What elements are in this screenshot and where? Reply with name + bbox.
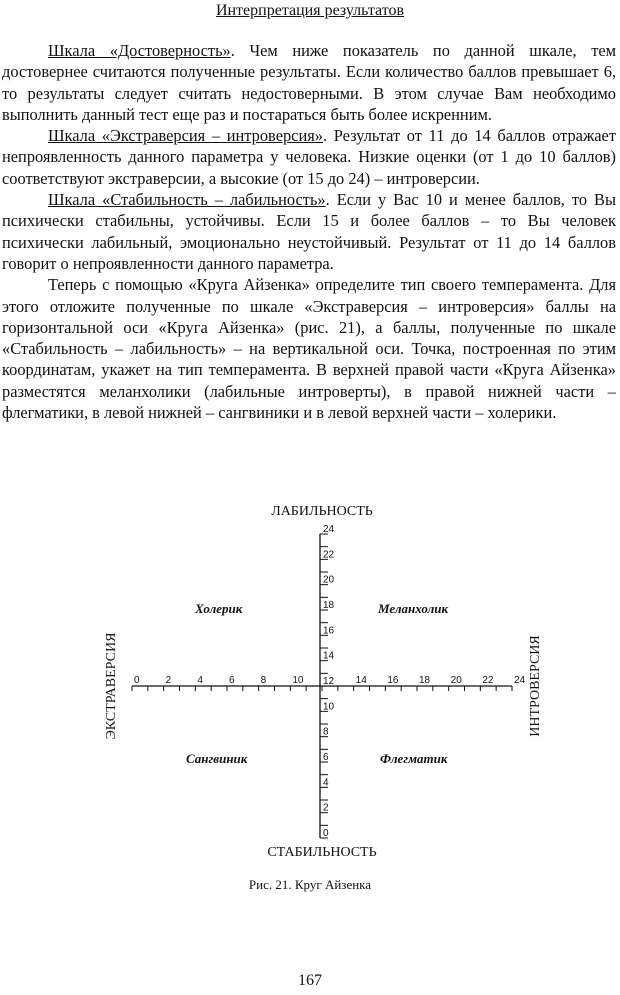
- vertical-tick-label: 22: [323, 549, 335, 561]
- horizontal-tick-label: 24: [514, 675, 526, 686]
- vertical-tick-label: 8: [323, 726, 329, 738]
- vertical-tick-label: 20: [323, 574, 335, 586]
- vertical-tick-label: 16: [323, 625, 335, 637]
- vertical-tick-label: 2: [323, 802, 329, 814]
- paragraph-text: . Если у Вас 10 и менее баллов, то Вы психически стабильны, устойчивы. Если 15 и более баллов – то Вы человек психически лабильный, эмоционально неустойчивый. Результат от 11 до 14 баллов говорит о непроявленности данного параметра.: [2, 190, 616, 273]
- horizontal-tick-label: 22: [482, 675, 494, 686]
- quadrant-choleric: Холерик: [195, 601, 243, 616]
- horizontal-tick-label: 0: [134, 675, 140, 686]
- quadrant-sanguine: Сангвиник: [186, 751, 248, 766]
- quadrant-phlegmatic: Флегматик: [380, 751, 448, 766]
- vertical-tick-label: 14: [323, 650, 335, 662]
- paragraph-text: . Чем ниже показатель по данной шкале, тем достовернее считаются полученные результаты. Если количество баллов превышает 6, то результаты следует считать недостоверными. В этом случае Вам необходимо выполнить данный тест еще раз и постараться быть более искренним.: [2, 41, 617, 124]
- horizontal-tick-label: 16: [387, 675, 399, 686]
- vertical-tick-label: 24: [323, 524, 335, 535]
- paragraph-reliability-scale: [2, 40, 616, 125]
- paragraph-stability-scale: [2, 189, 616, 274]
- right-axis-label: ИНТРОВЕРСИЯ: [528, 635, 543, 737]
- horizontal-tick-label: 6: [229, 675, 235, 686]
- vertical-tick-label: 10: [323, 701, 335, 713]
- horizontal-tick-label: 20: [450, 675, 462, 686]
- page-number: 167: [298, 972, 322, 989]
- left-axis-label: ЭКСТРАВЕРСИЯ: [104, 632, 119, 740]
- top-axis-label: ЛАБИЛЬНОСТЬ: [271, 504, 373, 519]
- scale-heading-extraversion: Шкала «Экстраверсия – интроверсия»: [48, 126, 323, 146]
- scale-heading-stability: Шкала «Стабильность – лабильность»: [48, 190, 326, 210]
- vertical-tick-label: 0: [323, 828, 329, 839]
- horizontal-tick-label: 2: [165, 675, 172, 686]
- paragraph-text: . Результат от 11 до 14 баллов отражает непроявленность данного параметра у человека. Низкие оценки (от 1 до 10 баллов) соответствуют экстраверсии, а высокие (от 15 до 24) – интроверсии.: [2, 126, 616, 188]
- quadrant-melancholic: Меланхолик: [378, 601, 449, 616]
- paragraph-extraversion-scale: [2, 125, 616, 189]
- figure-caption: Рис. 21. Круг Айзенка: [248, 877, 372, 892]
- horizontal-tick-label: 4: [197, 675, 203, 686]
- horizontal-tick-label: 10: [292, 675, 304, 686]
- vertical-tick-label: 12: [323, 676, 335, 687]
- scale-heading-reliability: Шкала «Достоверность»: [48, 41, 231, 60]
- paragraph-instructions: Теперь с помощью «Круга Айзенка» определите тип своего темперамента. Для этого отложите полученные по шкале «Экстраверсия – интроверсия» баллы на горизонтальной оси «Круга Айзенка» (рис. 21), а баллы, полученные по шкале «Стабильность – лабильность» – на вертикальной оси. Точка, построенная по этим координатам, укажет на тип темперамента. В верхней правой части «Круга Айзенка» разместятся меланхолики (лабильные интроверты), в правой нижней части – флегматики, в левой нижней – сангвиники и в левой верхней части – холерики.: [2, 275, 616, 423]
- vertical-tick-label: 6: [323, 752, 329, 763]
- bottom-axis-label: СТАБИЛЬНОСТЬ: [267, 845, 377, 860]
- page-title: Интерпретация результатов: [215, 2, 405, 19]
- vertical-tick-label: 18: [323, 600, 335, 611]
- horizontal-tick-label: 8: [260, 675, 267, 686]
- body-text: [2, 40, 616, 423]
- vertical-tick-label: 4: [323, 777, 329, 789]
- eysenck-circle-diagram: [90, 498, 560, 868]
- horizontal-tick-label: 18: [419, 675, 431, 686]
- axes: [90, 498, 560, 868]
- horizontal-tick-label: 14: [355, 675, 367, 686]
